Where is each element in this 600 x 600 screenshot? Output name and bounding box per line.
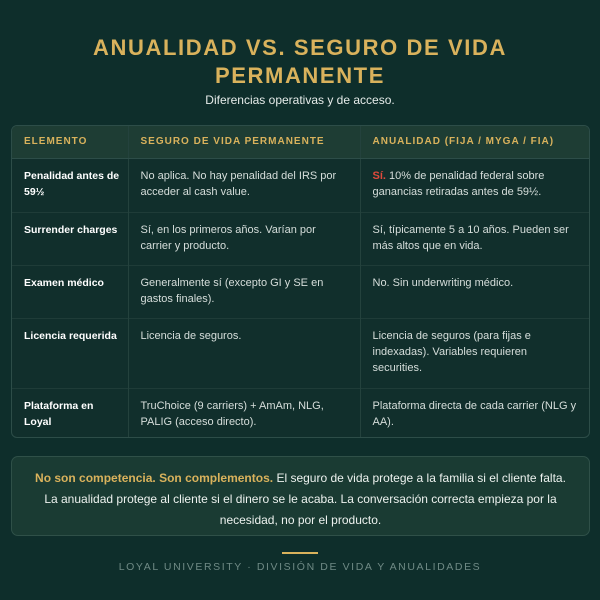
row-annuity-text: 10% de penalidad federal sobre ganancias retiradas antes de 59½.	[372, 169, 545, 198]
table-row	[12, 388, 590, 438]
page-title: ANUALIDAD VS. SEGURO DE VIDA PERMANENTE	[93, 35, 507, 88]
row-element-label: Examen médico	[12, 265, 128, 318]
table-row	[12, 265, 590, 318]
row-life-cell: No aplica. No hay penalidad del IRS por acceder al cash value.	[128, 158, 360, 212]
page-subtitle: Diferencias operativas y de acceso.	[205, 93, 395, 107]
table-row	[12, 318, 590, 388]
yes-highlight: Sí.	[372, 169, 386, 182]
table-row	[12, 158, 590, 212]
row-element-label: Licencia requerida	[12, 318, 128, 388]
callout-text: El seguro de vida protege a la familia si el cliente falta. La anualidad protege al cliente si el dinero se le acaba. La conversación correcta empieza por la necesidad, no por el producto.	[44, 471, 566, 527]
row-annuity-cell: No. Sin underwriting médico.	[360, 265, 590, 318]
column-header-life-insurance: SEGURO DE VIDA PERMANENTE	[128, 126, 360, 158]
row-life-cell: Licencia de seguros.	[128, 318, 360, 388]
table-header-row	[12, 126, 590, 158]
row-annuity-cell: Plataforma directa de cada carrier (NLG y AA).	[360, 388, 590, 438]
footer-text: LOYAL UNIVERSITY · DIVISIÓN DE VIDA Y ANUALIDADES	[118, 561, 482, 573]
row-element-label: Plataforma en Loyal	[12, 388, 128, 438]
row-annuity-cell: Sí, típicamente 5 a 10 años. Pueden ser más altos que en vida.	[360, 212, 590, 265]
row-element-label: Surrender charges	[12, 212, 128, 265]
callout-highlight: No son competencia. Son complementos.	[35, 471, 274, 485]
row-life-cell: Sí, en los primeros años. Varían por carrier y producto.	[128, 212, 360, 265]
row-annuity-cell: Licencia de seguros (para fijas e indexadas). Variables requieren securities.	[360, 318, 590, 388]
column-header-annuity: ANUALIDAD (FIJA / MYGA / FIA)	[360, 126, 590, 158]
row-life-cell: TruChoice (9 carriers) + AmAm, NLG, PALIG (acceso directo).	[128, 388, 360, 438]
table-row	[12, 212, 590, 265]
row-life-cell: Generalmente sí (excepto GI y SE en gastos finales).	[128, 265, 360, 318]
row-element-label: Penalidad antes de 59½	[24, 169, 120, 198]
comparison-table	[11, 125, 590, 438]
footer-divider	[282, 552, 318, 554]
key-takeaway-callout	[11, 456, 590, 536]
row-annuity-cell	[360, 158, 590, 212]
column-header-element: ELEMENTO	[12, 126, 128, 158]
